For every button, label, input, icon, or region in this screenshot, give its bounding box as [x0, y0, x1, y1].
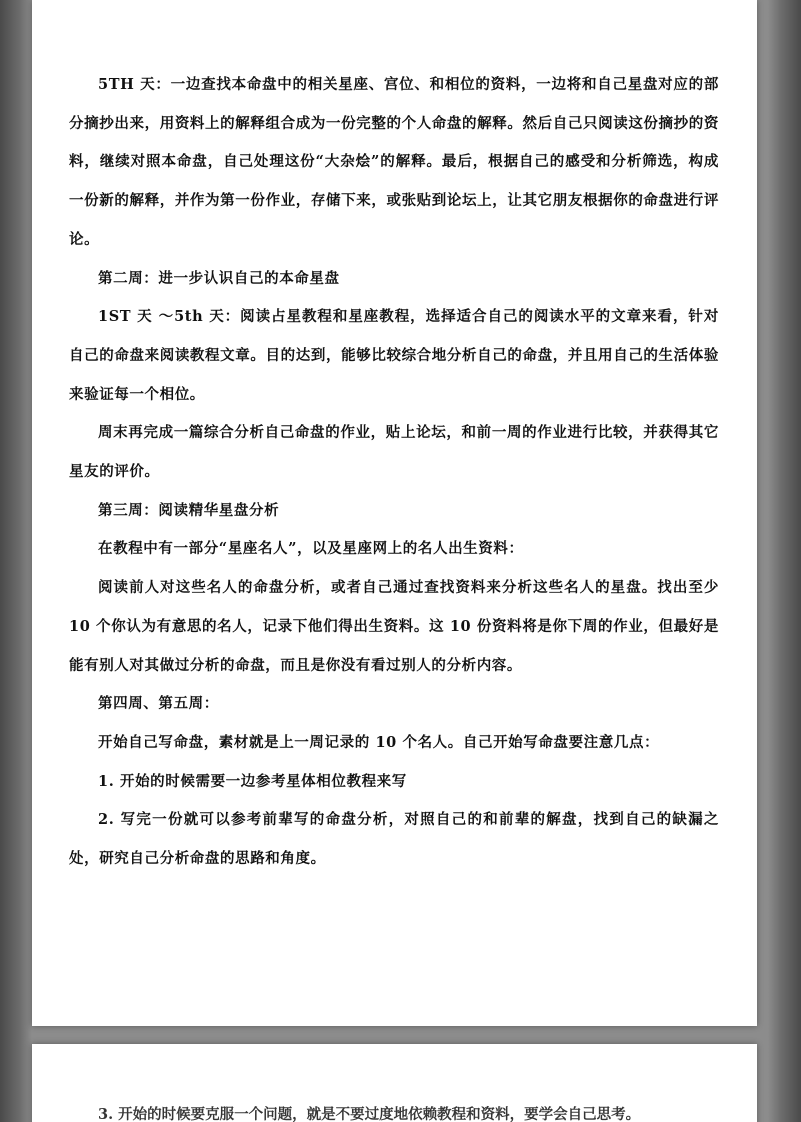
paragraph-week3-task: 阅读前人对这些名人的命盘分析，或者自己通过查找资料来分析这些名人的星盘。找出至少 10 个你认为有意思的名人，记录下他们得出生资料。这 10 份资料将是你下周的作业，但最好是能有别人对其做过分析的命盘，而且是你没有看过别人的分析内容。 — [69, 579, 719, 674]
page-2-text-body — [69, 1096, 719, 1122]
heading-week-2: 第二周：进一步认识自己的本命星盘 — [98, 269, 340, 287]
page-2-partial-line: 3. 开始的时候要克服一个问题，就是不要过度地依赖教程和资料，要学会自己思考。 — [98, 1106, 641, 1122]
heading-week-3: 第三周：阅读精华星盘分析 — [98, 501, 280, 519]
paragraph-week4-intro: 开始自己写命盘，素材就是上一周记录的 10 个名人。自己开始写命盘要注意几点： — [98, 733, 660, 751]
paragraph-week2-weekend: 周末再完成一篇综合分析自己命盘的作业，贴上论坛，和前一周的作业进行比较，并获得其它星友的评价。 — [69, 424, 719, 481]
paragraph-week2-days: 1ST 天 ～5th 天：阅读占星教程和星座教程，选择适合自己的阅读水平的文章来看，针对自己的命盘来阅读教程文章。目的达到，能够比较综合地分析自己的命盘，并且用自己的生活体验来验证每一个相位。 — [69, 308, 719, 403]
list-item-2: 2. 写完一份就可以参考前辈写的命盘分析，对照自己的和前辈的解盘，找到自己的缺漏之处，研究自己分析命盘的思路和角度。 — [69, 811, 719, 868]
document-page-1 — [32, 0, 757, 1026]
page-1-text-body — [69, 66, 719, 879]
list-item-1: 1. 开始的时候需要一边参考星体相位教程来写 — [98, 772, 407, 790]
paragraph-week3-intro: 在教程中有一部分“星座名人”，以及星座网上的名人出生资料： — [98, 540, 524, 558]
heading-week-4-5: 第四周、第五周： — [98, 695, 219, 713]
document-page-2 — [32, 1044, 757, 1122]
paragraph-day5: 5TH 天：一边查找本命盘中的相关星座、宫位、和相位的资料，一边将和自己星盘对应的部分摘抄出来，用资料上的解释组合成为一份完整的个人命盘的解释。然后自己只阅读这份摘抄的资料，继续对照本命盘，自己处理这份“大杂烩”的解释。最后，根据自己的感受和分析筛选，构成一份新的解释，并作为第一份作业，存储下来，或张贴到论坛上，让其它朋友根据你的命盘进行评论。 — [69, 76, 719, 248]
